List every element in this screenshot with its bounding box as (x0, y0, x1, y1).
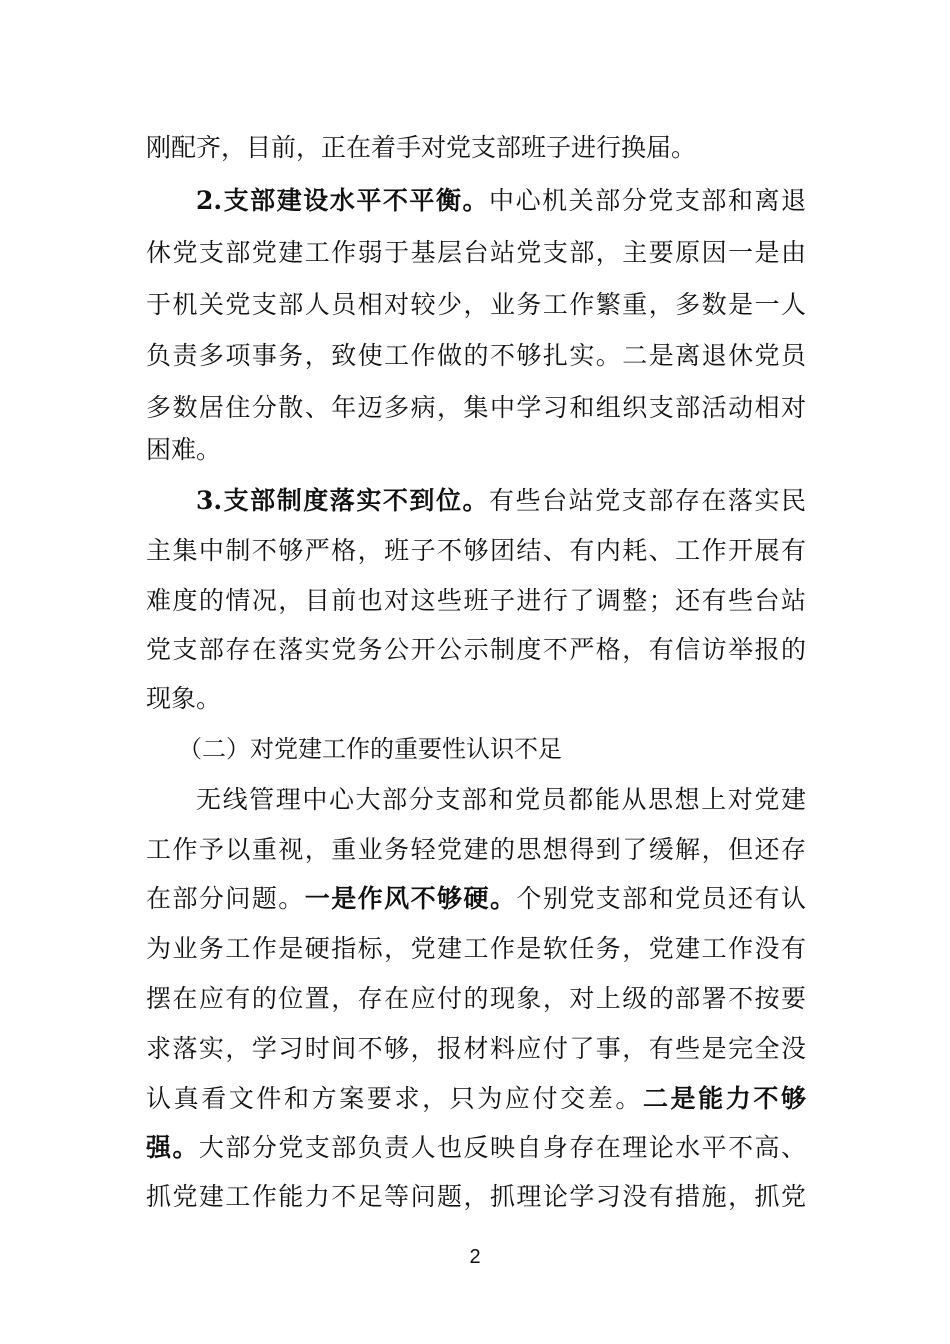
subsection-heading: （二）对党建工作的重要性认识不足 (178, 735, 562, 763)
section-heading-bold: 2.支部建设水平不平衡。 (196, 186, 490, 215)
paragraph-line: 在部分问题。一是作风不够硬。个别党支部和党员还有认 (146, 884, 806, 913)
paragraph-line: 认真看文件和方案要求，只为应付交差。二是能力不够 (146, 1084, 806, 1113)
paragraph-line: 求落实，学习时间不够，报材料应付了事，有些是完全没 (146, 1034, 806, 1063)
paragraph-line: 休党支部党建工作弱于基层台站党支部，主要原因一是由 (146, 238, 806, 267)
section-heading-bold: 3.支部制度落实不到位。 (196, 486, 490, 515)
point-heading-bold: 强。 (146, 1133, 199, 1162)
paragraph-line: 摆在应有的位置，存在应付的现象，对上级的部署不按要 (146, 984, 806, 1013)
point-heading-bold: 一是作风不够硬。 (304, 884, 517, 913)
paragraph-line: 党支部存在落实党务公开公示制度不严格，有信访举报的 (146, 635, 806, 664)
paragraph-line: 困难。 (146, 435, 222, 464)
paragraph-line: 3.支部制度落实不到位。有些台站党支部存在落实民 (196, 486, 806, 515)
paragraph-line: 多数居住分散、年迈多病，集中学习和组织支部活动相对 (146, 393, 806, 422)
paragraph-line: 为业务工作是硬指标，党建工作是软任务，党建工作没有 (146, 934, 806, 963)
paragraph-line: 现象。 (146, 684, 222, 713)
paragraph-line: 工作予以重视，重业务轻党建的思想得到了缓解，但还存 (146, 835, 806, 864)
paragraph-line: 负责多项事务，致使工作做的不够扎实。二是离退休党员 (146, 341, 806, 370)
paragraph-line: 无线管理中心大部分支部和党员都能从思想上对党建 (196, 785, 806, 814)
paragraph-line: 于机关党支部人员相对较少，业务工作繁重，多数是一人 (146, 290, 806, 319)
page-number: 2 (469, 1246, 481, 1268)
paragraph-line: 刚配齐，目前，正在着手对党支部班子进行换届。 (146, 133, 697, 162)
point-heading-bold: 二是能力不够 (642, 1084, 806, 1113)
paragraph-line: 强。大部分党支部负责人也反映自身存在理论水平不高、 (146, 1133, 806, 1162)
paragraph-line: 难度的情况，目前也对这些班子进行了调整；还有些台站 (146, 586, 806, 615)
paragraph-line: 2.支部建设水平不平衡。中心机关部分党支部和离退 (196, 186, 806, 215)
paragraph-line: 主集中制不够严格，班子不够团结、有内耗、工作开展有 (146, 536, 806, 565)
paragraph-line: 抓党建工作能力不足等问题，抓理论学习没有措施，抓党 (146, 1182, 806, 1211)
